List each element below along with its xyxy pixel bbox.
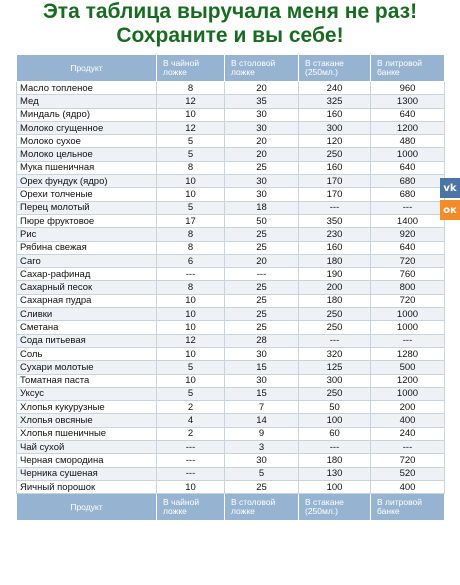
value-cell: 480 [371, 135, 445, 148]
value-cell: 190 [299, 268, 371, 281]
table-row [17, 82, 445, 95]
product-name-cell: Уксус [17, 387, 157, 400]
value-cell: 720 [371, 254, 445, 267]
value-cell: 25 [225, 161, 299, 174]
value-cell: 1400 [371, 214, 445, 227]
footer-header-liter-jar: В литровой банке [371, 494, 445, 521]
product-name-cell: Сахарная пудра [17, 294, 157, 307]
table-header [17, 55, 445, 82]
value-cell: 400 [371, 414, 445, 427]
value-cell: 8 [157, 82, 225, 95]
value-cell: 500 [371, 361, 445, 374]
table-row [17, 148, 445, 161]
value-cell: 5 [157, 135, 225, 148]
value-cell: 1000 [371, 387, 445, 400]
value-cell: 160 [299, 241, 371, 254]
column-header-liter-jar: В литровой банке [371, 55, 445, 82]
value-cell: --- [299, 334, 371, 347]
table-row [17, 480, 445, 493]
value-cell: 180 [299, 294, 371, 307]
value-cell: 1000 [371, 308, 445, 321]
table-row [17, 467, 445, 480]
value-cell: 680 [371, 188, 445, 201]
value-cell: 1000 [371, 321, 445, 334]
table-row [17, 321, 445, 334]
product-name-cell: Мука пшеничная [17, 161, 157, 174]
value-cell: --- [157, 268, 225, 281]
value-cell: 10 [157, 108, 225, 121]
product-name-cell: Сметана [17, 321, 157, 334]
value-cell: 12 [157, 334, 225, 347]
value-cell: 5 [157, 148, 225, 161]
value-cell: 50 [225, 214, 299, 227]
value-cell: 30 [225, 188, 299, 201]
table-row [17, 441, 445, 454]
value-cell: 12 [157, 95, 225, 108]
value-cell: 240 [299, 82, 371, 95]
value-cell: 680 [371, 175, 445, 188]
value-cell: 35 [225, 95, 299, 108]
value-cell: 15 [225, 361, 299, 374]
product-name-cell: Орех фундук (ядро) [17, 175, 157, 188]
value-cell: 20 [225, 254, 299, 267]
value-cell: 125 [299, 361, 371, 374]
value-cell: 920 [371, 228, 445, 241]
table-row [17, 161, 445, 174]
product-name-cell: Черная смородина [17, 454, 157, 467]
table-row [17, 175, 445, 188]
column-header-teaspoon: В чайной ложке [157, 55, 225, 82]
value-cell: 1000 [371, 148, 445, 161]
product-name-cell: Миндаль (ядро) [17, 108, 157, 121]
value-cell: 250 [299, 387, 371, 400]
table-row [17, 414, 445, 427]
table-row [17, 121, 445, 134]
product-name-cell: Томатная паста [17, 374, 157, 387]
value-cell: --- [371, 441, 445, 454]
value-cell: 240 [371, 427, 445, 440]
table-row [17, 374, 445, 387]
table-row [17, 334, 445, 347]
value-cell: 800 [371, 281, 445, 294]
value-cell: 250 [299, 308, 371, 321]
value-cell: 300 [299, 121, 371, 134]
value-cell: 5 [157, 361, 225, 374]
value-cell: 20 [225, 148, 299, 161]
product-name-cell: Хлопья пшеничные [17, 427, 157, 440]
value-cell: 10 [157, 347, 225, 360]
value-cell: 8 [157, 281, 225, 294]
value-cell: 50 [299, 401, 371, 414]
value-cell: 28 [225, 334, 299, 347]
product-name-cell: Сливки [17, 308, 157, 321]
table-row [17, 188, 445, 201]
product-name-cell: Рис [17, 228, 157, 241]
value-cell: 200 [299, 281, 371, 294]
value-cell: 30 [225, 454, 299, 467]
product-name-cell: Сахарный песок [17, 281, 157, 294]
table-row [17, 108, 445, 121]
value-cell: 2 [157, 427, 225, 440]
footer-header-glass: В стакане (250мл.) [299, 494, 371, 521]
table-row [17, 401, 445, 414]
value-cell: 350 [299, 214, 371, 227]
value-cell: 8 [157, 228, 225, 241]
value-cell: 1200 [371, 374, 445, 387]
footer-header-tablespoon: В столовой ложке [225, 494, 299, 521]
product-name-cell: Масло топленое [17, 82, 157, 95]
table-row [17, 214, 445, 227]
value-cell: 12 [157, 121, 225, 134]
value-cell: --- [299, 441, 371, 454]
value-cell: --- [157, 467, 225, 480]
value-cell: 520 [371, 467, 445, 480]
value-cell: 25 [225, 241, 299, 254]
value-cell: 30 [225, 347, 299, 360]
table-row [17, 308, 445, 321]
value-cell: 18 [225, 201, 299, 214]
value-cell: 7 [225, 401, 299, 414]
table-row [17, 361, 445, 374]
value-cell: 2 [157, 401, 225, 414]
value-cell: 720 [371, 294, 445, 307]
value-cell: 180 [299, 454, 371, 467]
value-cell: 1280 [371, 347, 445, 360]
value-cell: 400 [371, 480, 445, 493]
value-cell: 25 [225, 294, 299, 307]
table-row [17, 347, 445, 360]
value-cell: 640 [371, 241, 445, 254]
value-cell: 300 [299, 374, 371, 387]
product-name-cell: Перец молотый [17, 201, 157, 214]
column-header-product: Продукт [17, 55, 157, 82]
value-cell: 3 [225, 441, 299, 454]
product-name-cell: Сухари молотые [17, 361, 157, 374]
value-cell: 9 [225, 427, 299, 440]
product-name-cell: Сода питьевая [17, 334, 157, 347]
table-footer [17, 494, 445, 521]
conversion-table-container [16, 54, 444, 521]
value-cell: 130 [299, 467, 371, 480]
value-cell: 8 [157, 161, 225, 174]
product-name-cell: Молоко цельное [17, 148, 157, 161]
value-cell: 14 [225, 414, 299, 427]
value-cell: 8 [157, 241, 225, 254]
value-cell: 60 [299, 427, 371, 440]
table-row [17, 387, 445, 400]
product-name-cell: Молоко сгущенное [17, 121, 157, 134]
value-cell: --- [157, 454, 225, 467]
value-cell: 25 [225, 281, 299, 294]
value-cell: 170 [299, 188, 371, 201]
product-name-cell: Соль [17, 347, 157, 360]
value-cell: 120 [299, 135, 371, 148]
footer-header-teaspoon: В чайной ложке [157, 494, 225, 521]
value-cell: 10 [157, 321, 225, 334]
product-name-cell: Пюре фруктовое [17, 214, 157, 227]
table-row [17, 201, 445, 214]
table-row [17, 254, 445, 267]
value-cell: 25 [225, 308, 299, 321]
product-name-cell: Молоко сухое [17, 135, 157, 148]
product-name-cell: Орехи толченые [17, 188, 157, 201]
table-row [17, 427, 445, 440]
vk-share-icon[interactable]: vk [440, 178, 460, 198]
value-cell: 640 [371, 108, 445, 121]
value-cell: 160 [299, 108, 371, 121]
table-row [17, 228, 445, 241]
headline-line-1: Эта таблица выручала меня не раз! [42, 0, 418, 23]
value-cell: 10 [157, 188, 225, 201]
value-cell: 5 [225, 467, 299, 480]
product-name-cell: Саго [17, 254, 157, 267]
value-cell: 5 [157, 201, 225, 214]
value-cell: 6 [157, 254, 225, 267]
table-row [17, 281, 445, 294]
value-cell: 760 [371, 268, 445, 281]
table-row [17, 95, 445, 108]
ok-share-icon[interactable]: ок [440, 200, 460, 220]
value-cell: 325 [299, 95, 371, 108]
value-cell: 1200 [371, 121, 445, 134]
value-cell: 17 [157, 214, 225, 227]
footer-header-product: Продукт [17, 494, 157, 521]
column-header-glass: В стакане (250мл.) [299, 55, 371, 82]
value-cell: 20 [225, 135, 299, 148]
value-cell: 30 [225, 121, 299, 134]
value-cell: 250 [299, 148, 371, 161]
value-cell: 10 [157, 374, 225, 387]
product-name-cell: Рябина свежая [17, 241, 157, 254]
value-cell: 10 [157, 294, 225, 307]
value-cell: 180 [299, 254, 371, 267]
product-name-cell: Черника сушеная [17, 467, 157, 480]
table-row [17, 454, 445, 467]
value-cell: 4 [157, 414, 225, 427]
value-cell: 720 [371, 454, 445, 467]
value-cell: 960 [371, 82, 445, 95]
value-cell: 160 [299, 161, 371, 174]
product-name-cell: Хлопья кукурузные [17, 401, 157, 414]
value-cell: --- [299, 201, 371, 214]
value-cell: 30 [225, 374, 299, 387]
value-cell: 15 [225, 387, 299, 400]
value-cell: 230 [299, 228, 371, 241]
product-name-cell: Хлопья овсяные [17, 414, 157, 427]
value-cell: 100 [299, 414, 371, 427]
table-row [17, 241, 445, 254]
value-cell: 5 [157, 387, 225, 400]
value-cell: --- [371, 201, 445, 214]
column-header-tablespoon: В столовой ложке [225, 55, 299, 82]
value-cell: 25 [225, 480, 299, 493]
value-cell: 10 [157, 308, 225, 321]
value-cell: 1300 [371, 95, 445, 108]
value-cell: 200 [371, 401, 445, 414]
value-cell: --- [225, 268, 299, 281]
value-cell: 640 [371, 161, 445, 174]
value-cell: 10 [157, 175, 225, 188]
table-row [17, 294, 445, 307]
value-cell: 250 [299, 321, 371, 334]
value-cell: 30 [225, 108, 299, 121]
value-cell: 320 [299, 347, 371, 360]
value-cell: 25 [225, 228, 299, 241]
headline-line-2: Сохраните и вы себе! [116, 24, 344, 47]
table-row [17, 135, 445, 148]
product-name-cell: Мед [17, 95, 157, 108]
product-name-cell: Чай сухой [17, 441, 157, 454]
product-name-cell: Яичный порошок [17, 480, 157, 493]
conversion-table [16, 54, 445, 521]
value-cell: 20 [225, 82, 299, 95]
value-cell: 170 [299, 175, 371, 188]
product-name-cell: Сахар-рафинад [17, 268, 157, 281]
value-cell: 10 [157, 480, 225, 493]
value-cell: --- [371, 334, 445, 347]
value-cell: --- [157, 441, 225, 454]
page-headline [0, 0, 460, 48]
value-cell: 30 [225, 175, 299, 188]
table-body [17, 82, 445, 494]
table-row [17, 268, 445, 281]
value-cell: 100 [299, 480, 371, 493]
value-cell: 25 [225, 321, 299, 334]
